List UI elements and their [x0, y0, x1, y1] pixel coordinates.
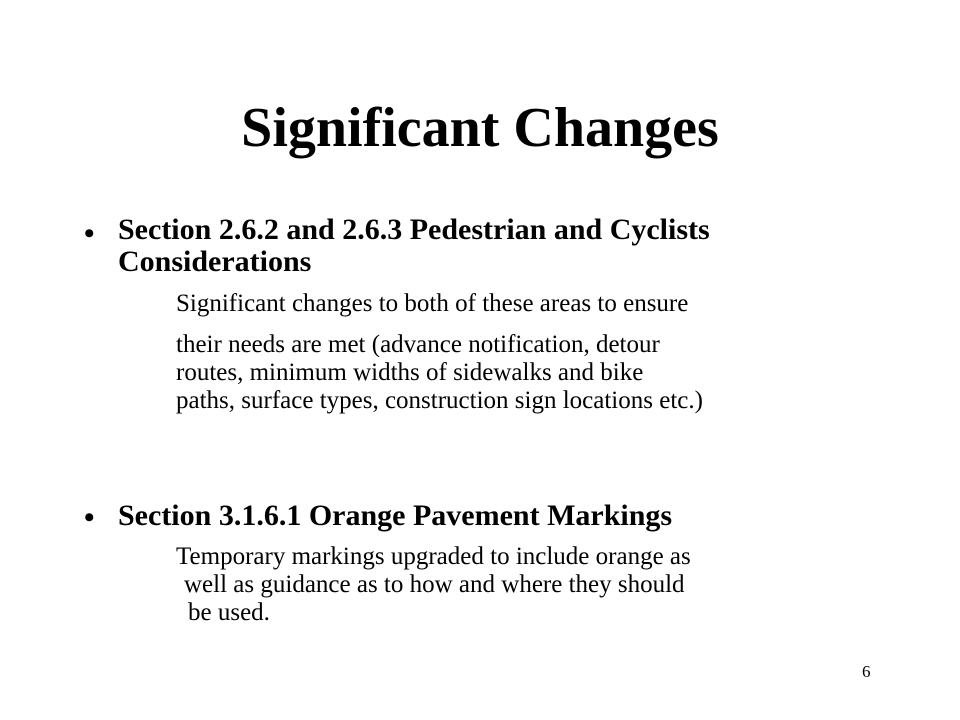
body-text-line: Temporary markings upgraded to include orange as — [176, 543, 691, 570]
slide-title: Significant Changes — [241, 97, 719, 159]
bullet-marker: • — [84, 501, 95, 534]
bullet-heading-line: Considerations — [118, 245, 312, 278]
body-text-line: their needs are met (advance notification, detour — [176, 331, 660, 358]
bullet-heading-line: Section 2.6.2 and 2.6.3 Pedestrian and Cyclists — [118, 213, 710, 246]
body-text-line: routes, minimum widths of sidewalks and bike — [176, 359, 644, 386]
bullet-heading-pedestrian-cyclists — [118, 214, 878, 278]
bullet-heading-orange-markings — [118, 500, 878, 532]
body-text-line: well as guidance as to how and where they should — [184, 571, 685, 598]
body-text-line: Significant changes to both of these areas to ensure — [176, 290, 689, 317]
bullet-heading-line: Section 3.1.6.1 Orange Pavement Markings — [118, 499, 673, 532]
body-text-line: paths, surface types, construction sign locations etc.) — [176, 387, 703, 414]
bullet-marker: • — [84, 217, 95, 250]
body-text-line: be used. — [188, 599, 270, 626]
page-number: 6 — [862, 662, 871, 681]
